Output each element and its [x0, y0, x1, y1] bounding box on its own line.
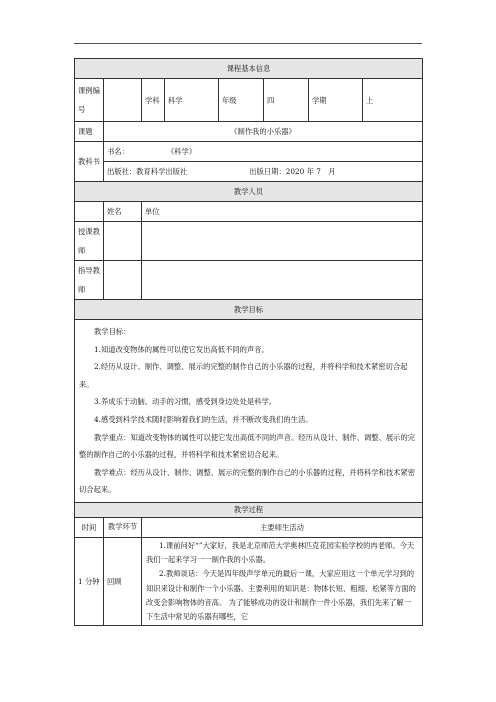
process-time: 1 分钟: [75, 537, 104, 625]
goal-key-points: 教学重点：知道改变物体的属性可以使它发出高低不同的声音。经历从设计、制作、调整、展示的完整的制作自己的小乐器的过程，并将科学和技术紧密切合起来。: [79, 432, 416, 460]
process-time-header: 时间: [75, 517, 104, 537]
basic-info-row: [75, 79, 423, 122]
lesson-plan-table: [74, 58, 423, 626]
lecturer-label: 授课教师: [75, 222, 104, 261]
case-no-label: 课例编号: [75, 79, 104, 122]
subject-value: 科学: [165, 79, 219, 122]
goals-row: [75, 320, 423, 503]
goal-item-3: 3.养成乐于动脑、动手的习惯，感受到身边处处是科学。: [94, 397, 277, 407]
process-activities: [142, 537, 423, 625]
mentor-label: 指导教师: [75, 261, 104, 300]
section-row-goals: [75, 300, 423, 320]
process-header-row: [75, 517, 423, 537]
goal-item-1: 1.知道改变物体的属性可以使它发出高低不同的声音。: [94, 344, 269, 354]
term-label: 学期: [309, 79, 363, 122]
lecturer-unit: [142, 222, 423, 261]
header-rule: [74, 43, 422, 44]
section-title-basic-info: 课程基本信息: [75, 59, 423, 79]
topic-row: [75, 122, 423, 142]
textbook-label: 教科书: [75, 142, 104, 182]
process-step-header: 教学环节: [104, 517, 142, 537]
activity-item-2: 2.教师谈话：今天是四年级声学单元的最后一课，大家应用这一个单元学习到的知识来设计和制作一个小乐器。主要利用的知识是：物体长短、粗细、松紧等方面的改变会影响物体的音高。 为了能够成功的设计和制作一件小乐器，我们先来了解一下生活中常见的乐器有哪些，它: [146, 569, 416, 621]
goal-item-4: 4.感受到科学技术随时影响着我们的生活，并不断改变我们的生活。: [94, 414, 313, 424]
staff-name-header: 姓名: [104, 202, 142, 222]
lecturer-name: [104, 222, 142, 261]
mentor-name: [104, 261, 142, 300]
process-row: [75, 537, 423, 625]
mentor-row: [75, 261, 423, 300]
case-no-value: [104, 79, 142, 122]
topic-value: 《制作我的小乐器》: [104, 122, 423, 142]
section-title-staff: 教学人员: [75, 182, 423, 202]
staff-header-row: [75, 202, 423, 222]
publisher-row: [75, 162, 423, 182]
activity-item-1: 1.课前问好“”大家好，我是北京师范大学奥林匹克花园实验学校的冉老师。今天我们一起来学习一一制作我的小乐器。: [146, 540, 415, 565]
publisher-cell: [104, 162, 423, 182]
goals-body: [75, 320, 423, 503]
section-title-process: 教学过程: [75, 502, 423, 517]
textbook-row: [75, 142, 423, 162]
grade-label: 年级: [219, 79, 264, 122]
lecturer-row: [75, 222, 423, 261]
topic-label: 课题: [75, 122, 104, 142]
term-value: 上: [363, 79, 423, 122]
subject-label: 学科: [142, 79, 165, 122]
grade-value: 四: [264, 79, 309, 122]
goal-difficulties: 教学难点：经历从设计、制作、调整、展示的完整的制作自己的小乐器的过程，并将科学和技术紧密切合起来。: [79, 467, 416, 495]
book-name-value: 《科学》: [166, 147, 197, 156]
process-activity-header: 主要师生活动: [142, 517, 423, 537]
section-title-goals: 教学目标: [75, 300, 423, 320]
staff-unit-header: 单位: [142, 202, 423, 222]
section-row-basic-info: [75, 59, 423, 79]
process-step: 回顾: [104, 537, 142, 625]
section-row-staff: [75, 182, 423, 202]
staff-blank-cell: [75, 202, 104, 222]
section-row-process: [75, 502, 423, 517]
publish-date: 出版日期：2020 年 7 月: [249, 167, 336, 176]
goal-item-2: 2.经历从设计、制作、调整、展示的完整的制作自己的小乐器的过程，并将科学和技术紧密切合起来。: [79, 362, 408, 389]
goals-heading: 教学目标：: [94, 327, 131, 336]
book-name-cell: [104, 142, 423, 162]
book-name-label: 书名：: [107, 147, 129, 156]
publisher-text: 出版社：教育科学出版社: [107, 167, 188, 176]
mentor-unit: [142, 261, 423, 300]
